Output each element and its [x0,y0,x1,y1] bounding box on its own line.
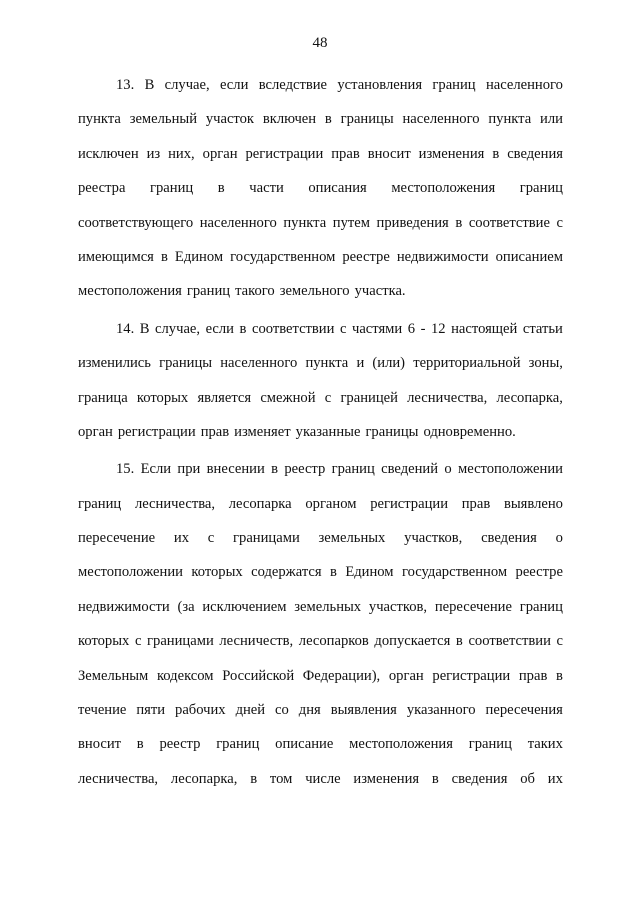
text-line: имеющимся в Едином государственном реестре недвижимости описанием [78,248,563,265]
text-line: 14. В случае, если в соответствии с частями 6 - 12 настоящей статьи [116,320,563,337]
page-number: 48 [312,35,328,51]
text-line: орган регистрации прав изменяет указанные границы одновременно. [78,423,516,440]
text-line: пункта земельный участок включен в границы населенного пункта или [78,111,563,128]
text-line: недвижимости (за исключением земельных участков, пересечение границ [78,598,563,615]
text-line: течение пяти рабочих дней со дня выявления указанного пересечения [78,702,563,719]
text-line: Земельным кодексом Российской Федерации), орган регистрации прав в [78,667,563,684]
text-line: изменились границы населенного пункта и (или) территориальной зоны, [78,355,563,372]
text-line: реестра границ в части описания местоположения границ [78,180,563,197]
text-line: пересечение их с границами земельных участков, сведения о [78,530,563,547]
text-line: которых с границами лесничеств, лесопарков допускается в соответствии с [78,633,563,650]
text-line: граница которых является смежной с границей лесничества, лесопарка, [78,389,563,406]
text-line: исключен из них, орган регистрации прав вносит изменения в сведения [78,145,563,162]
text-line: вносит в реестр границ описание местоположения границ таких [78,736,563,753]
paragraph-14 [78,312,563,450]
text-line: соответствующего населенного пункта путем приведения в соответствие с [78,214,563,231]
paragraph-13 [78,68,563,309]
text-line: лесничества, лесопарка, в том числе изменения в сведения об их [78,770,563,787]
paragraph-15 [78,452,563,796]
body-text [78,68,563,796]
text-line: 13. В случае, если вследствие установления границ населенного [116,77,563,93]
text-line: местоположения границ такого земельного участка. [78,283,406,300]
text-line: границ лесничества, лесопарка органом регистрации прав выявлено [78,495,563,512]
text-line: 15. Если при внесении в реестр границ сведений о местоположении [116,461,563,478]
text-line: местоположении которых содержатся в Едином государственном реестре [78,564,563,581]
